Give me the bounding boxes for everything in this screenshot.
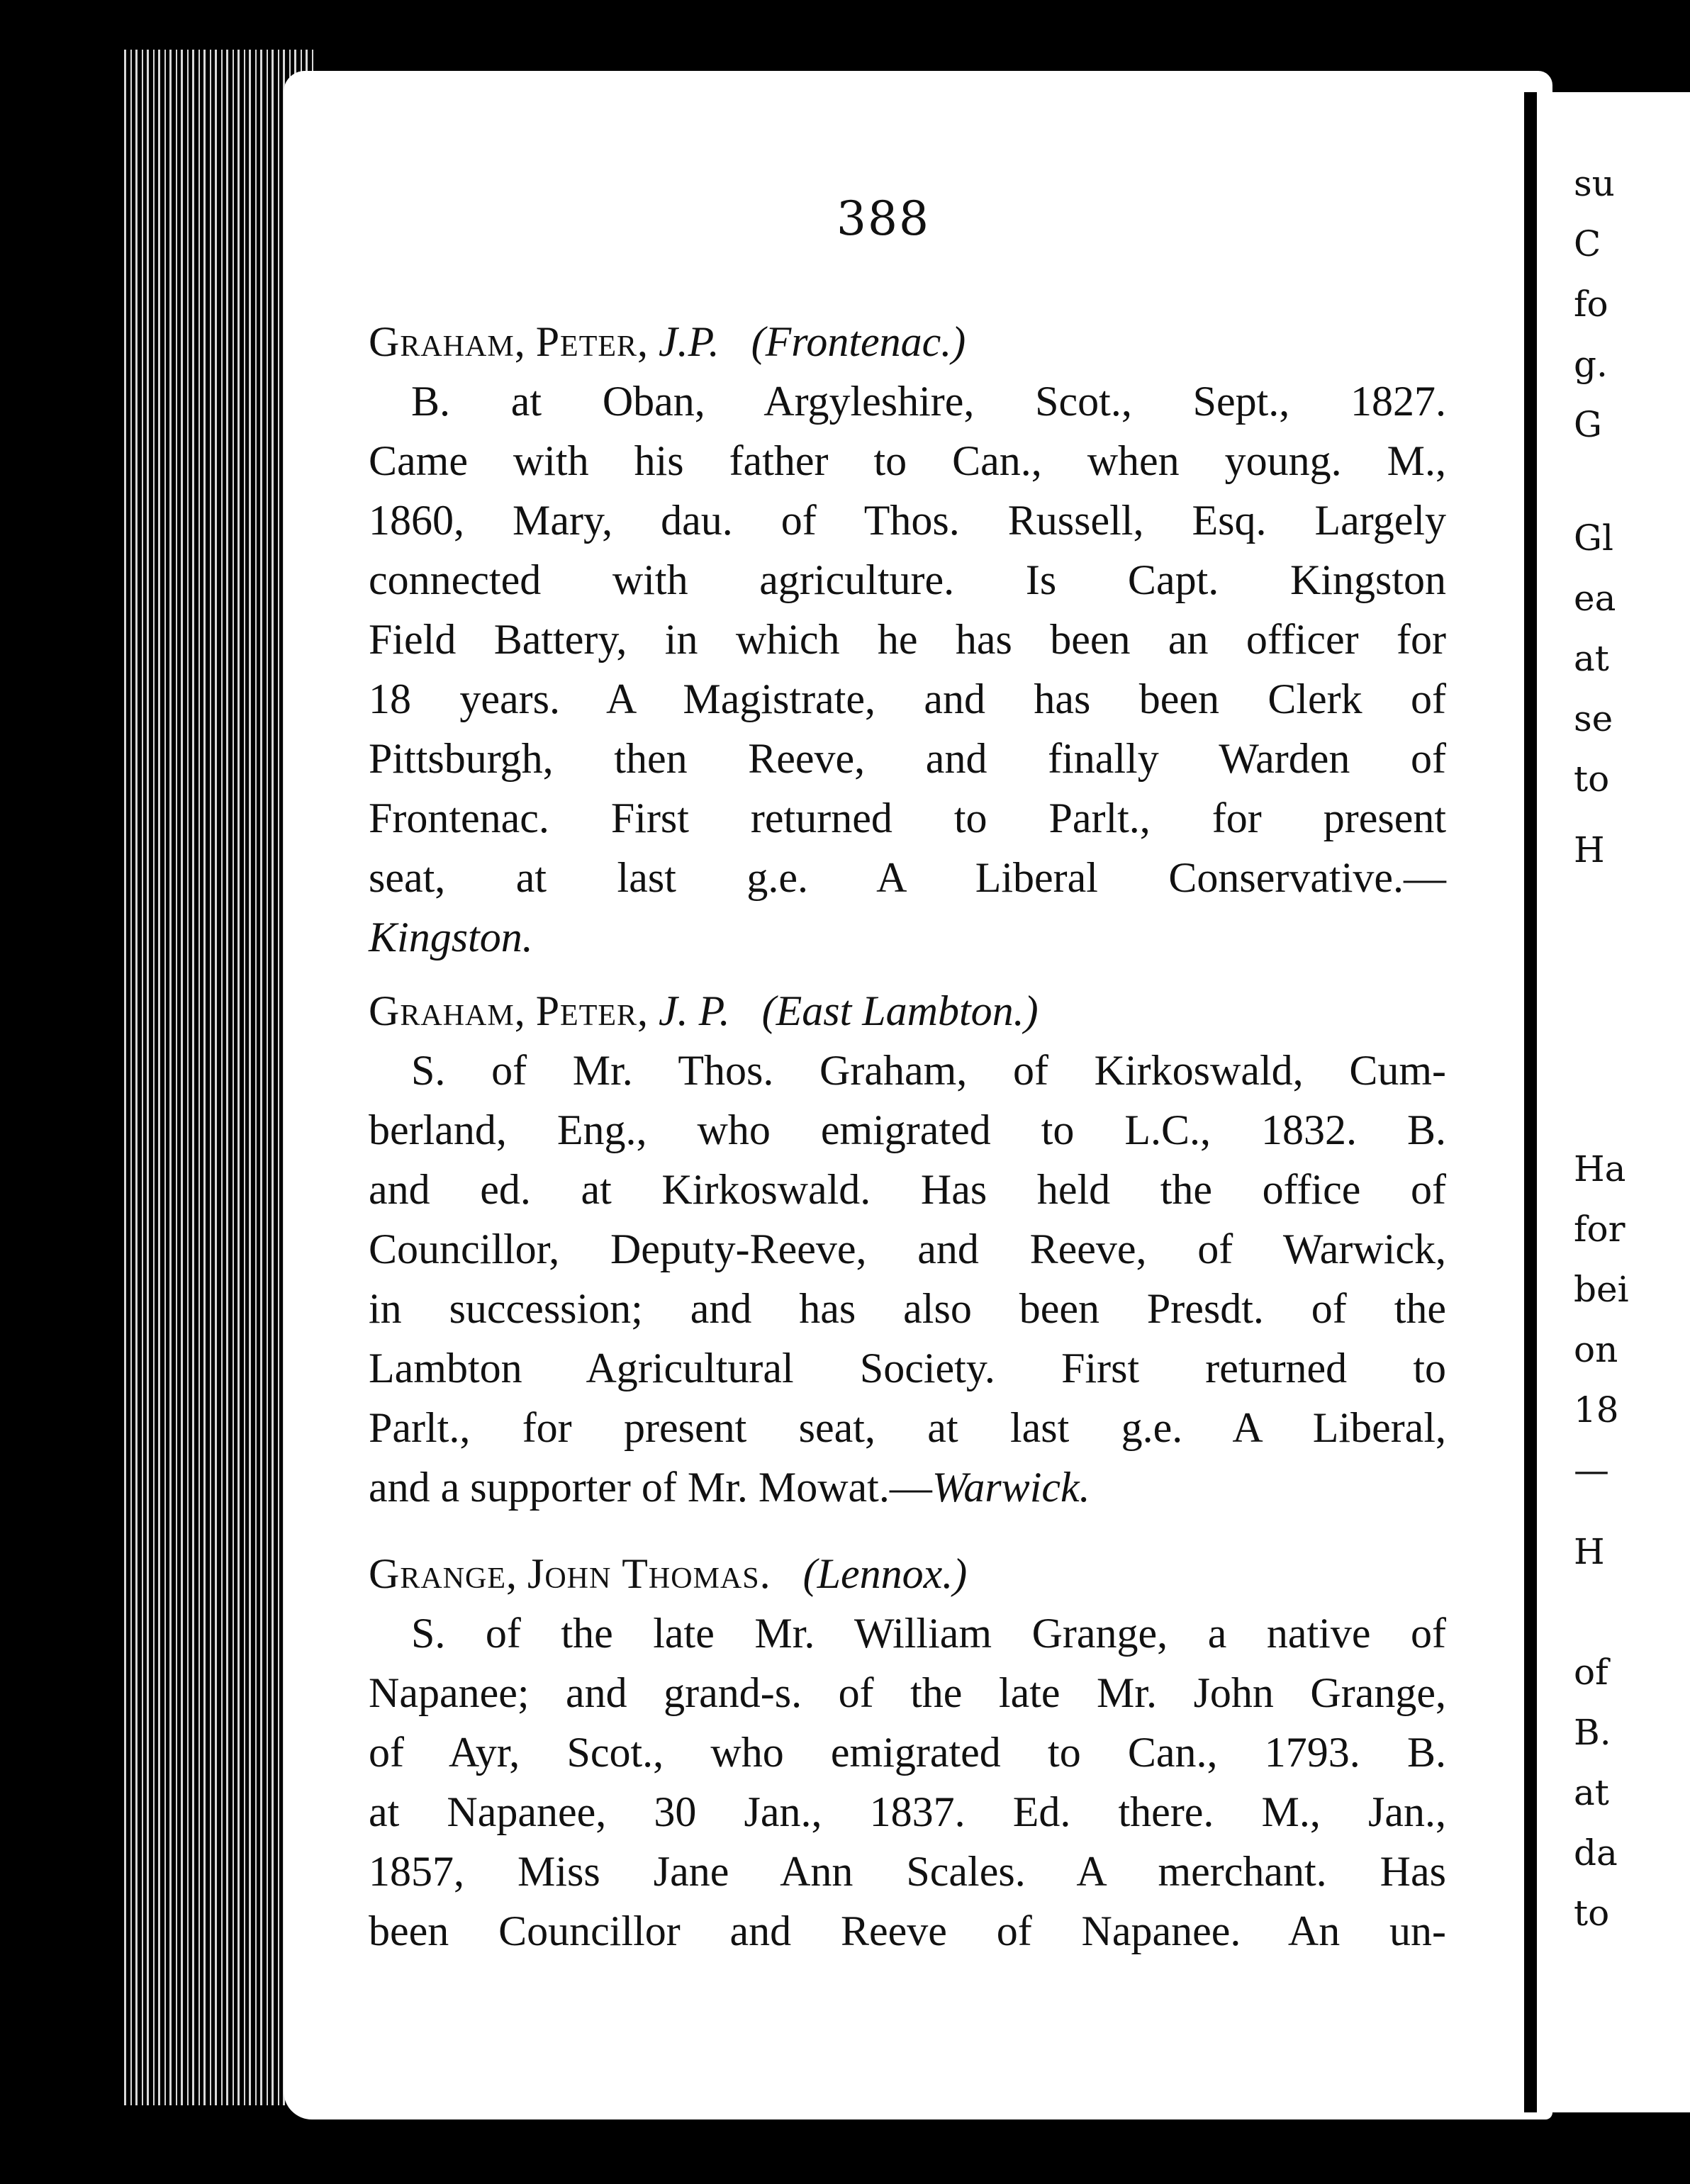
entry-title: J.P. [659,318,720,365]
adjacent-page [1524,92,1690,2112]
entry-heading: Grange, John Thomas. (Lennox.) [369,1550,968,1597]
entry-line: at Napanee, 30 Jan., 1837. Ed. there. M., Jan., [369,1788,1446,1835]
next-page-fragment: at [1574,638,1609,679]
entry-line: and a supporter of Mr. Mowat.— [369,1464,932,1511]
entry-location: Warwick. [931,1464,1090,1511]
spacer [369,1531,1446,1544]
entry-line: berland, Eng., who emigrated to L.C., 1832. B. [369,1107,1446,1153]
next-page-fragment: on [1574,1329,1618,1370]
next-page-fragment: da [1574,1832,1618,1874]
biography-entry [369,1544,1446,1961]
next-page-fragment: H [1574,829,1605,870]
entry-line: 1857, Miss Jane Ann Scales. A merchant. Has [369,1848,1446,1895]
biography-entry [369,981,1446,1517]
entry-line: Councillor, Deputy-Reeve, and Reeve, of Warwick, [369,1226,1446,1272]
entry-riding: (Frontenac.) [751,318,966,365]
biography-entry [369,312,1446,967]
page-number: 388 [836,191,930,246]
next-page-fragment: ea [1574,578,1616,619]
entry-line: 18 years. A Magistrate, and has been Clerk of [369,676,1446,722]
entry-location: Kingston. [369,914,533,961]
next-page-fragment: at [1574,1772,1609,1813]
text-column [369,312,1446,1975]
entry-surname: Grange [369,1550,506,1597]
next-page-fragment: fo [1574,284,1608,325]
next-page-fragment: to [1574,758,1610,800]
next-page-fragment: to [1574,1893,1610,1934]
entry-surname: Graham [369,318,515,365]
entry-line: Frontenac. First returned to Parlt., for present [369,795,1446,841]
next-page-fragment: se [1574,698,1613,739]
next-page-fragment: C [1574,223,1601,264]
entry-line: Lambton Agricultural Society. First returned to [369,1345,1446,1391]
next-page-fragment: for [1574,1209,1625,1250]
next-page-fragment: H [1574,1531,1605,1572]
entry-riding: (East Lambton.) [761,987,1039,1034]
entry-line: Pittsburgh, then Reeve, and finally Warden of [369,735,1446,782]
next-page-fragment: G [1574,404,1602,445]
entry-surname: Graham [369,987,515,1034]
entry-line: Parlt., for present seat, at last g.e. A Liberal, [369,1404,1446,1451]
next-page-fragment: su [1574,163,1615,204]
entry-line: and ed. at Kirkoswald. Has held the office of [369,1166,1446,1213]
entry-heading: Graham, Peter, J.P. (Frontenac.) [369,318,966,365]
next-page-fragment: — [1574,1450,1609,1491]
next-page-fragment: bei [1574,1269,1629,1310]
entry-riding: (Lennox.) [802,1550,968,1597]
entry-line: Field Battery, in which he has been an officer for [369,616,1446,663]
entry-heading: Graham, Peter, J. P. (East Lambton.) [369,987,1039,1034]
entry-line: B. at Oban, Argyleshire, Scot., Sept., 1827. [411,378,1446,425]
entry-line: of Ayr, Scot., who emigrated to Can., 1793. B. [369,1729,1446,1776]
entry-title: J. P. [659,987,730,1034]
entry-line: S. of Mr. Thos. Graham, of Kirkoswald, Cum- [411,1047,1446,1094]
entry-line: seat, at last g.e. A Liberal Conservative.— [369,854,1446,901]
next-page-fragment: Gl [1574,517,1613,559]
entry-line: Napanee; and grand-s. of the late Mr. John Grange, [369,1669,1446,1716]
entry-last-line [369,1457,1446,1517]
entry-given-name: Peter [535,987,638,1034]
entry-given-name: John Thomas. [527,1550,771,1597]
next-page-fragment: Ha [1574,1148,1626,1189]
next-page-fragment: g. [1574,344,1608,385]
next-page-fragment: 18 [1574,1389,1619,1430]
next-page-fragment: B. [1574,1712,1611,1753]
entry-line: S. of the late Mr. William Grange, a native of [411,1610,1446,1657]
entry-given-name: Peter [535,318,638,365]
entry-line: in succession; and has also been Presdt. of the [369,1285,1446,1332]
next-page-fragment: of [1574,1652,1608,1693]
entry-line: been Councillor and Reeve of Napanee. An un- [369,1908,1446,1954]
entry-line: 1860, Mary, dau. of Thos. Russell, Esq. Largely [369,497,1446,544]
entry-line: connected with agriculture. Is Capt. Kingston [369,556,1446,603]
entry-line: Came with his father to Can., when young. M., [369,437,1446,484]
